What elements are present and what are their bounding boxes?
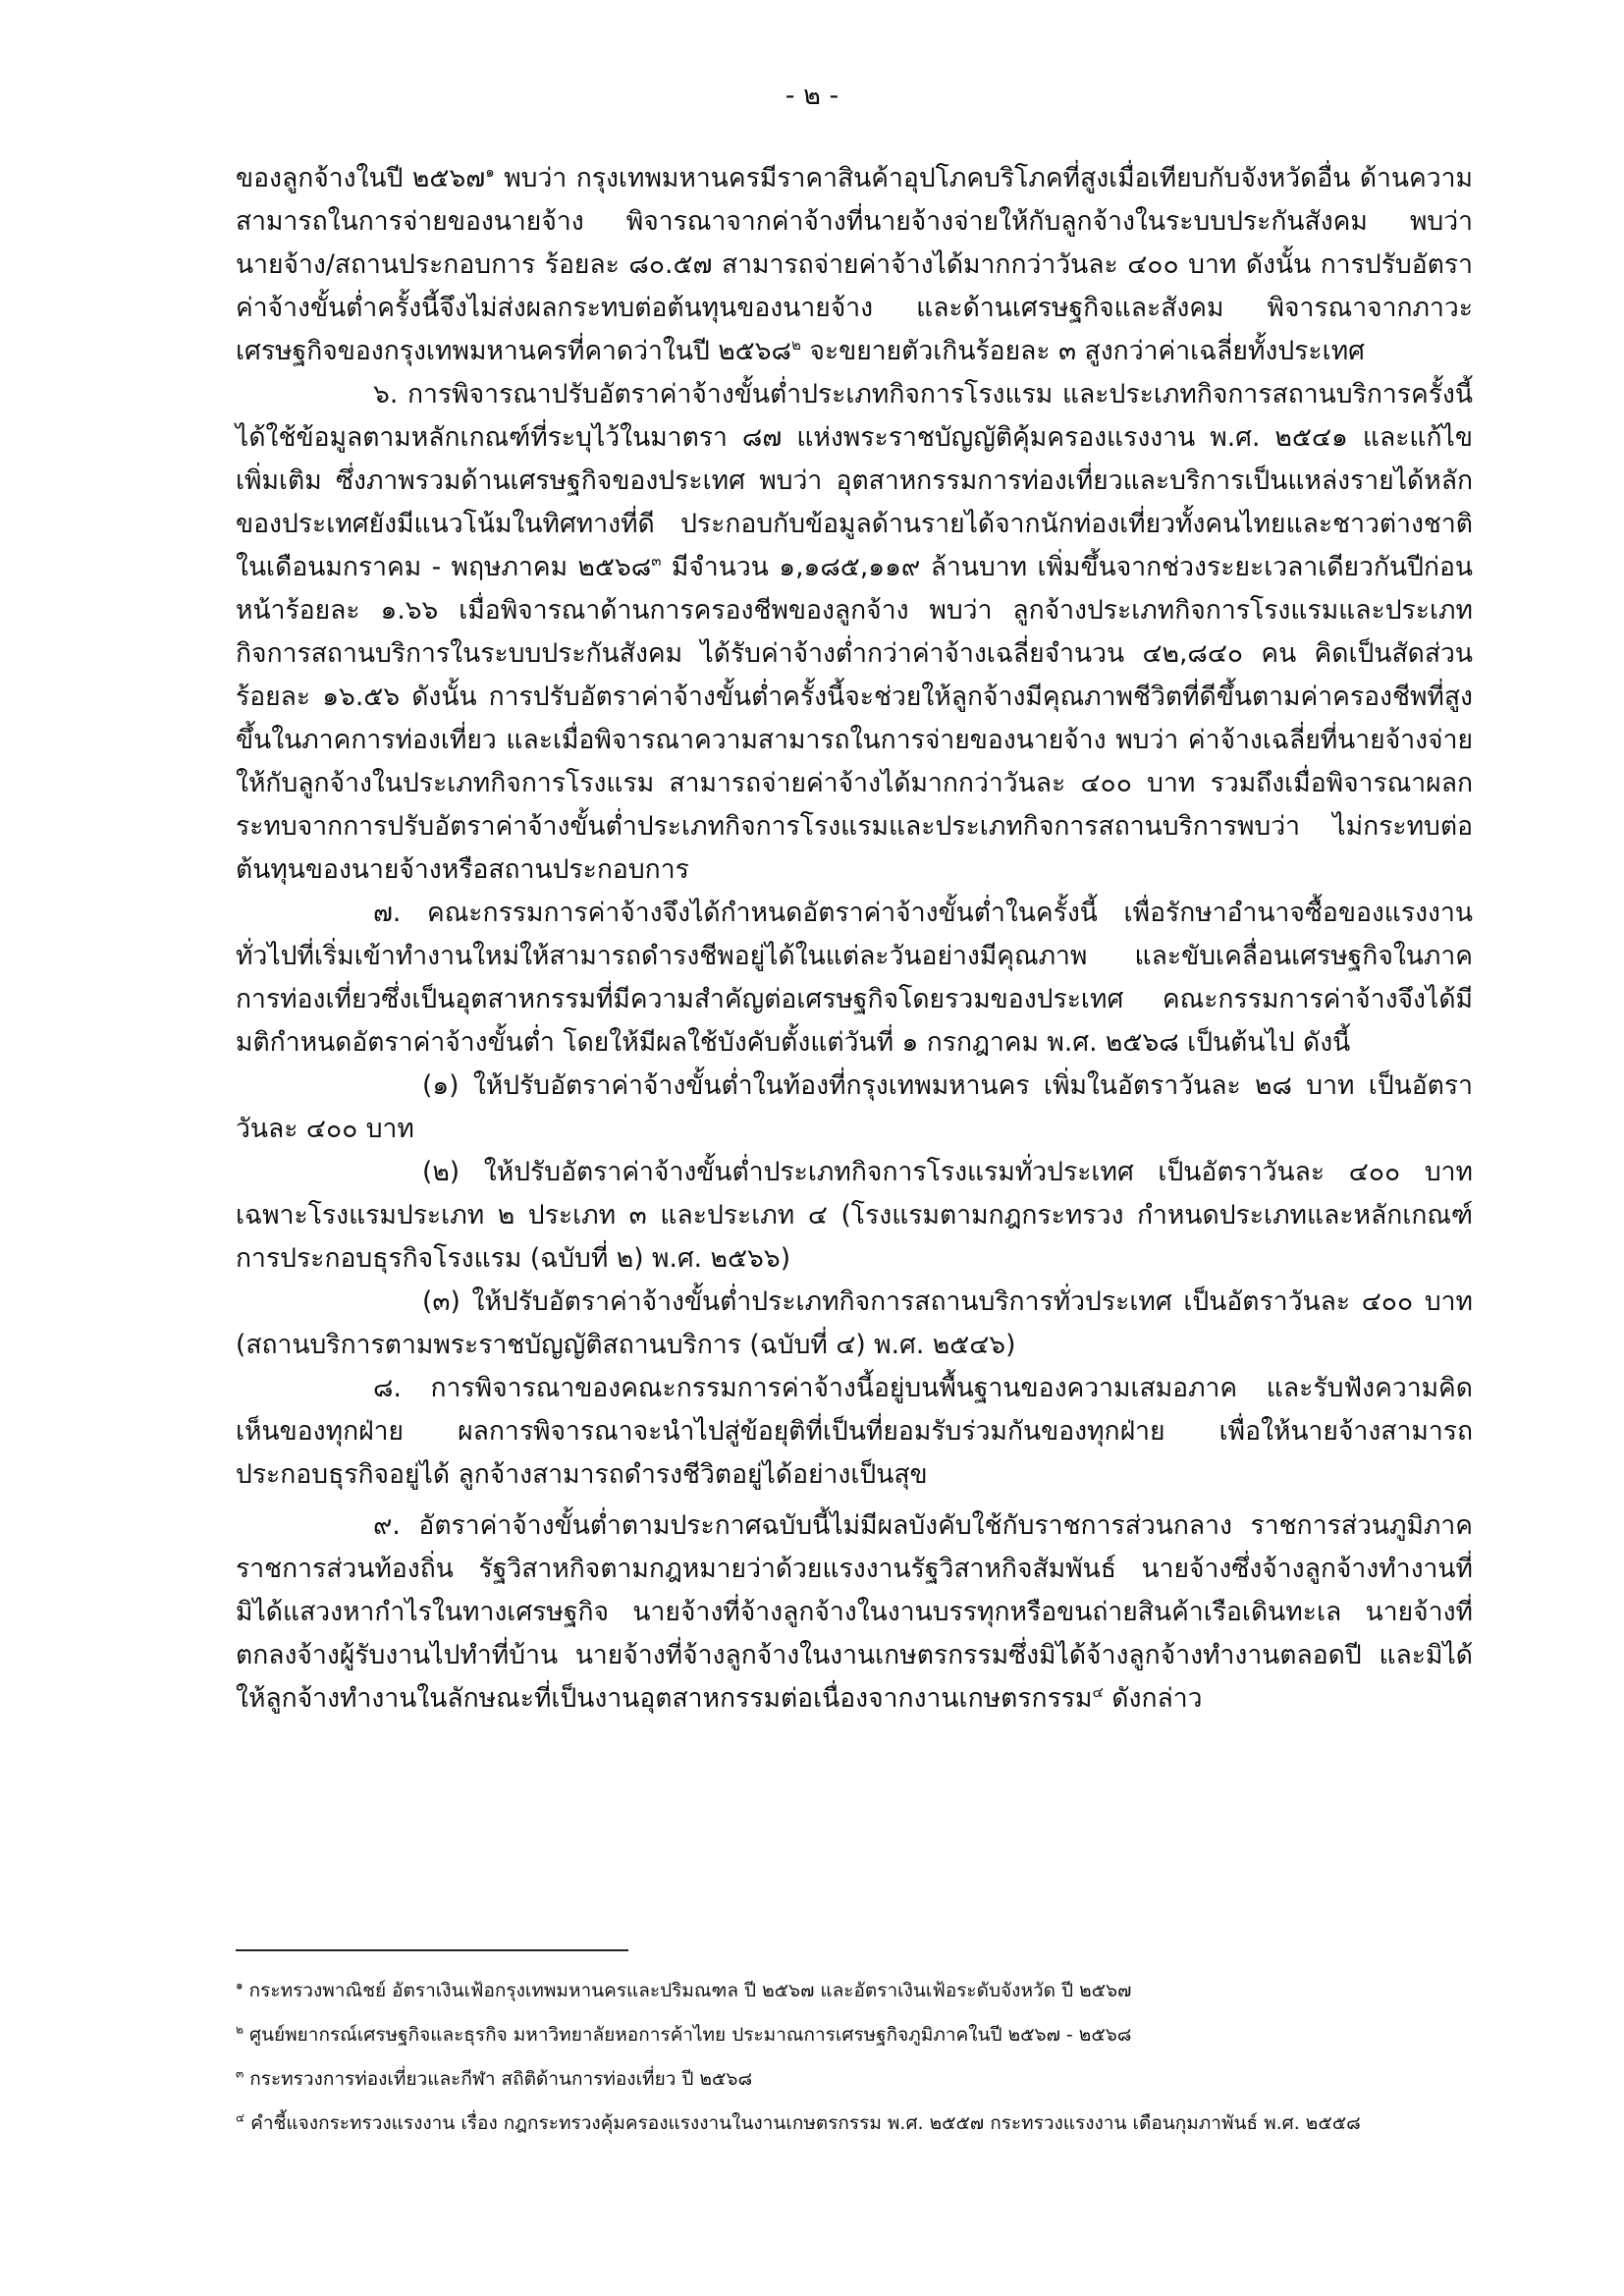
paragraph-6-text-2: มีจำนวน ๑,๑๘๕,๑๑๙ ล้านบาท เพิ่มขึ้นจากช่วงระยะเวลาเดียวกันปีก่อนหน้าร้อยละ ๑.๖๖ เมื่อพิจารณาด้านการครองชีพของลูกจ้าง พบว่า ลูกจ้างประเภทกิจการโรงแรมและประเภทกิจการสถานบริการในระบบประกันสังคม ได้รับค่าจ้างต่ำกว่าค่าจ้างเฉลี่ยจำนวน ๔๒,๘๔๐ คน คิดเป็นสัดส่วนร้อยละ ๑๖.๕๖ ดังนั้น การปรับอัตราค่าจ้างขั้นต่ำครั้งนี้จะช่วยให้ลูกจ้างมีคุณภาพชีวิตที่ดีขึ้นตามค่าครองชีพที่สูงขึ้นในภาคการท่องเที่ยว และเมื่อพิจารณาความสามารถในการจ่ายของนายจ้าง พบว่า ค่าจ้างเฉลี่ยที่นายจ้างจ่ายให้กับลูกจ้างในประเภทกิจการโรงแรม สามารถจ่ายค่าจ้างได้มากกว่าวันละ ๔๐๐ บาท รวมถึงเมื่อพิจารณาผลกระทบจากการปรับอัตราค่าจ้างขั้นต่ำประเภทกิจการโรงแรมและประเภทกิจการสถานบริการพบว่า ไม่กระทบต่อต้นทุนของนายจ้างหรือสถานประกอบการ: [236, 552, 1473, 885]
footnote-3: [236, 2057, 1473, 2102]
paragraph-6: [236, 373, 1473, 892]
footnote-ref-4[interactable]: ๔: [1092, 1683, 1104, 1702]
footnote-text: กระทรวงการท่องเที่ยวและกีฬา สถิติด้านการท่องเที่ยว ปี ๒๕๖๘: [244, 2068, 753, 2090]
footnote-mark: ๑: [236, 1978, 244, 1993]
page-number: - ๒ -: [785, 81, 839, 111]
continuation-text: ของลูกจ้างในปี ๒๕๖๗: [236, 163, 486, 193]
document-body: [236, 157, 1473, 1721]
continuation-text-2: พบว่า กรุงเทพมหานครมีราคาสินค้าอุปโภคบริโภคที่สูงเมื่อเทียบกับจังหวัดอื่น ด้านความสามารถในการจ่ายของนายจ้าง พิจารณาจากค่าจ้างที่นายจ้างจ่ายให้กับลูกจ้างในระบบประกันสังคม พบว่า นายจ้าง/สถานประกอบการ ร้อยละ ๘๐.๕๗ สามารถจ่ายค่าจ้างได้มากกว่าวันละ ๔๐๐ บาท ดังนั้น การปรับอัตราค่าจ้างขั้นต่ำครั้งนี้จึงไม่ส่งผลกระทบต่อต้นทุนของนายจ้าง และด้านเศรษฐกิจและสังคม พิจารณาจากภาวะเศรษฐกิจของกรุงเทพมหานครที่คาดว่าในปี ๒๕๖๘: [236, 163, 1473, 366]
rate-item-3: (๓) ให้ปรับอัตราค่าจ้างขั้นต่ำประเภทกิจการสถานบริการทั่วประเทศ เป็นอัตราวันละ ๔๐๐ บาท (สถานบริการตามพระราชบัญญัติสถานบริการ (ฉบับที่ ๔) พ.ศ. ๒๕๔๖): [236, 1286, 1473, 1360]
footnote-text: กระทรวงพาณิชย์ อัตราเงินเฟ้อกรุงเทพมหานครและปริมณฑล ปี ๒๕๖๗ และอัตราเงินเฟ้อระดับจังหวัด ปี ๒๕๖๗: [243, 1980, 1132, 2001]
footnote-mark: ๒: [236, 2022, 244, 2037]
footnote-2: [236, 2013, 1473, 2057]
footnote-1: [236, 1969, 1473, 2013]
footnotes: [236, 1969, 1473, 2146]
continuation-text-3: จะขยายตัวเกินร้อยละ ๓ สูงกว่าค่าเฉลี่ยทั้งประเทศ: [800, 336, 1365, 366]
footnote-ref-3[interactable]: ๓: [651, 552, 662, 571]
paragraph-8: ๘. การพิจารณาของคณะกรรมการค่าจ้างนี้อยู่บนพื้นฐานของความเสมอภาค และรับฟังความคิดเห็นของทุกฝ่าย ผลการพิจารณาจะนำไปสู่ข้อยุติที่เป็นที่ยอมรับร่วมกันของทุกฝ่าย เพื่อให้นายจ้างสามารถประกอบธุรกิจอยู่ได้ ลูกจ้างสามารถดำรงชีวิตอยู่ได้อย่างเป็นสุข: [236, 1373, 1473, 1490]
paragraph-9: [236, 1504, 1473, 1721]
footnote-divider: [236, 1949, 628, 1951]
footnote-mark: ๔: [236, 2110, 245, 2125]
footnote-ref-1[interactable]: ๑: [485, 163, 495, 182]
footnote-text: ศูนย์พยากรณ์เศรษฐกิจและธุรกิจ มหาวิทยาลัยหอการค้าไทย ประมาณการเศรษฐกิจภูมิภาคในปี ๒๕๖๗ - ๒๕๖๘: [243, 2024, 1132, 2046]
paragraph-7: ๗. คณะกรรมการค่าจ้างจึงได้กำหนดอัตราค่าจ้างขั้นต่ำในครั้งนี้ เพื่อรักษาอำนาจซื้อของแรงงานทั่วไปที่เริ่มเข้าทำงานใหม่ให้สามารถดำรงชีพอยู่ได้ในแต่ละวันอย่างมีคุณภาพ และขับเคลื่อนเศรษฐกิจในภาคการท่องเที่ยวซึ่งเป็นอุตสาหกรรมที่มีความสำคัญต่อเศรษฐกิจโดยรวมของประเทศ คณะกรรมการค่าจ้างจึงได้มีมติกำหนดอัตราค่าจ้างขั้นต่ำ โดยให้มีผลใช้บังคับตั้งแต่วันที่ ๑ กรกฎาคม พ.ศ. ๒๕๖๘ เป็นต้นไป ดังนี้: [236, 898, 1473, 1058]
rate-item-2: (๒) ให้ปรับอัตราค่าจ้างขั้นต่ำประเภทกิจการโรงแรมทั่วประเทศ เป็นอัตราวันละ ๔๐๐ บาท เฉพาะโรงแรมประเภท ๒ ประเภท ๓ และประเภท ๔ (โรงแรมตามกฎกระทรวง กำหนดประเภทและหลักเกณฑ์การประกอบธุรกิจโรงแรม (ฉบับที่ ๒) พ.ศ. ๒๕๖๖): [236, 1157, 1473, 1274]
footnote-mark: ๓: [236, 2066, 244, 2081]
paragraph-9-text: ๙. อัตราค่าจ้างขั้นต่ำตามประกาศฉบับนี้ไม่มีผลบังคับใช้กับราชการส่วนกลาง ราชการส่วนภูมิภาค ราชการส่วนท้องถิ่น รัฐวิสาหกิจตามกฎหมายว่าด้วยแรงงานรัฐวิสาหกิจสัมพันธ์ นายจ้างซึ่งจ้างลูกจ้างทำงานที่มิได้แสวงหากำไรในทางเศรษฐกิจ นายจ้างที่จ้างลูกจ้างในงานบรรทุกหรือขนถ่ายสินค้าเรือเดินทะเล นายจ้างที่ตกลงจ้างผู้รับงานไปทำที่บ้าน นายจ้างที่จ้างลูกจ้างในงานเกษตรกรรมซึ่งมิได้จ้างลูกจ้างทำงานตลอดปี และมิได้ให้ลูกจ้างทำงานในลักษณะที่เป็นงานอุตสาหกรรมต่อเนื่องจากงานเกษตรกรรม: [236, 1510, 1473, 1714]
rate-item-1: (๑) ให้ปรับอัตราค่าจ้างขั้นต่ำในท้องที่กรุงเทพมหานคร เพิ่มในอัตราวันละ ๒๘ บาท เป็นอัตราวันละ ๔๐๐ บาท: [236, 1070, 1473, 1144]
footnote-ref-2[interactable]: ๒: [791, 336, 801, 355]
paragraph-6-text: ๖. การพิจารณาปรับอัตราค่าจ้างขั้นต่ำประเภทกิจการโรงแรม และประเภทกิจการสถานบริการครั้งนี้ ได้ใช้ข้อมูลตามหลักเกณฑ์ที่ระบุไว้ในมาตรา ๘๗ แห่งพระราชบัญญัติคุ้มครองแรงงาน พ.ศ. ๒๕๔๑ และแก้ไขเพิ่มเติม ซึ่งภาพรวมด้านเศรษฐกิจของประเทศ พบว่า อุตสาหกรรมการท่องเที่ยวและบริการเป็นแหล่งรายได้หลักของประเทศยังมีแนวโน้มในทิศทางที่ดี ประกอบกับข้อมูลด้านรายได้จากนักท่องเที่ยวทั้งคนไทยและชาวต่างชาติในเดือนมกราคม - พฤษภาคม ๒๕๖๘: [236, 379, 1473, 582]
paragraph-9-text-2: ดังกล่าว: [1103, 1683, 1203, 1714]
continuation-paragraph: [236, 157, 1473, 373]
footnote-text: คำชี้แจงกระทรวงแรงงาน เรื่อง กฎกระทรวงคุ้มครองแรงงานในงานเกษตรกรรม พ.ศ. ๒๕๕๗ กระทรวงแรงงาน เดือนกุมภาพันธ์ พ.ศ. ๒๕๕๘: [244, 2112, 1361, 2134]
footnote-4: [236, 2102, 1473, 2146]
